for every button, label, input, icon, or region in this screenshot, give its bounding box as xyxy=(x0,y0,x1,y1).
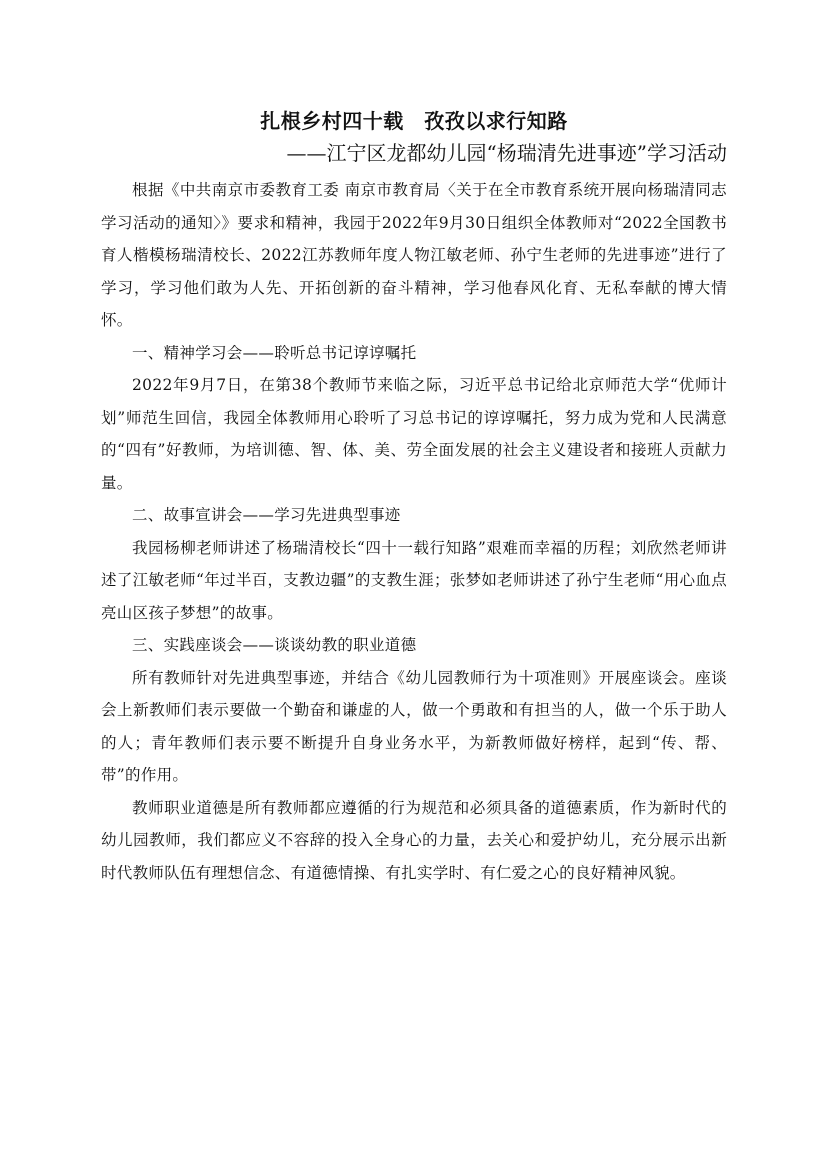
document-body xyxy=(101,106,727,889)
section-body-2: 我园杨柳老师讲述了杨瑞清校长“四十一载行知路”艰难而幸福的历程；刘欣然老师讲述了江敏老师“年过半百，支教边疆”的支教生涯；张梦如老师讲述了孙宁生老师“用心血点亮山区孩子梦想”的故事。 xyxy=(101,538,727,622)
section-heading-2: 二、故事宣讲会——学习先进典型事迹 xyxy=(132,506,401,524)
section-body-1: 2022年9月7日，在第38个教师节来临之际，习近平总书记给北京师范大学“优师计划”师范生回信，我园全体教师用心聆听了习总书记的谆谆嘱托，努力成为党和人民满意的“四有”好教师，为培训德、智、体、美、劳全面发展的社会主义建设者和接班人贡献力量。 xyxy=(101,376,727,492)
section-heading-1: 一、精神学习会——聆听总书记谆谆嘱托 xyxy=(132,343,417,362)
conclusion-paragraph: 教师职业道德是所有教师都应遵循的行为规范和必须具备的道德素质，作为新时代的幼儿园教师，我们都应义不容辞的投入全身心的力量，去关心和爱护幼儿，充分展示出新时代教师队伍有理想信念、有道德情操、有扎实学时、有仁爱之心的良好精神风貌。 xyxy=(101,798,727,882)
document-title: 扎根乡村四十载 孜孜以求行知路 xyxy=(260,109,568,133)
section-body-3: 所有教师针对先进典型事迹，并结合《幼儿园教师行为十项准则》开展座谈会。座谈会上新教师们表示要做一个勤奋和谦虚的人，做一个勇敢和有担当的人，做一个乐于助人的人；青年教师们表示要不断提升自身业务水平，为新教师做好榜样，起到“传、帮、带”的作用。 xyxy=(101,668,727,784)
intro-paragraph: 根据《中共南京市委教育工委 南京市教育局〈关于在全市教育系统开展向杨瑞清同志学习活动的通知〉》要求和精神，我园于2022年9月30日组织全体教师对“2022全国教书育人楷模杨瑞清校长、2022江苏教师年度人物江敏老师、孙宁生老师的先进事迹”进行了学习，学习他们敢为人先、开拓创新的奋斗精神，学习他春风化育、无私奉献的博大情怀。 xyxy=(101,181,727,329)
section-heading-3: 三、实践座谈会——谈谈幼教的职业道德 xyxy=(132,636,417,654)
document-subtitle: ——江宁区龙都幼儿园“杨瑞清先进事迹”学习活动 xyxy=(286,141,727,165)
